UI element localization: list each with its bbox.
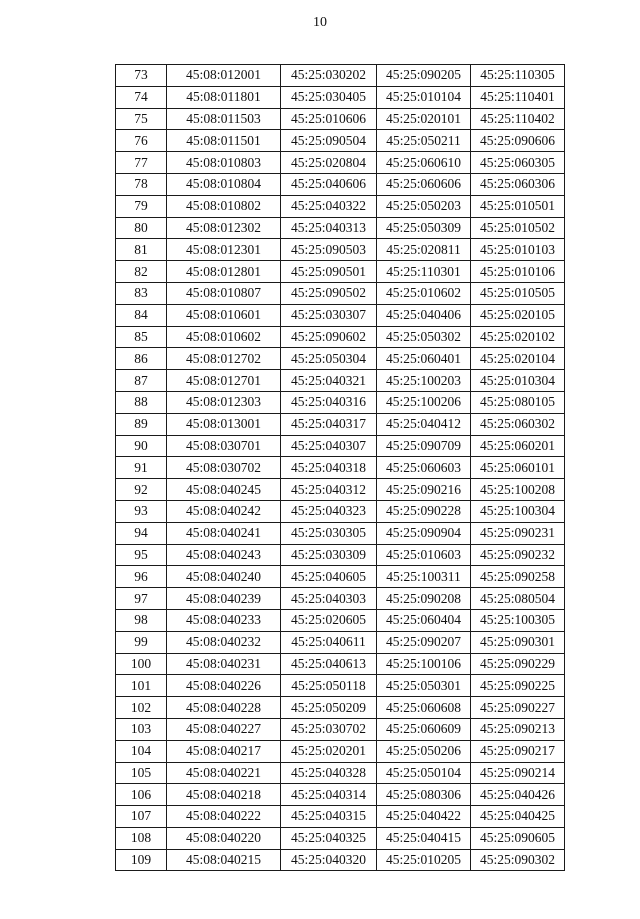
cadastral-number-cell: 45:25:090504 [281, 130, 377, 152]
cadastral-number-cell: 45:25:080105 [471, 391, 565, 413]
row-number-cell: 101 [116, 675, 167, 697]
row-number-cell: 82 [116, 261, 167, 283]
table-row [116, 217, 565, 239]
cadastral-number-cell: 45:25:060201 [471, 435, 565, 457]
cadastral-number-cell: 45:25:020201 [281, 740, 377, 762]
table-row [116, 173, 565, 195]
cadastral-number-cell: 45:08:011501 [167, 130, 281, 152]
cadastral-number-cell: 45:08:040220 [167, 827, 281, 849]
cadastral-number-cell: 45:25:040605 [281, 566, 377, 588]
cadastral-number-cell: 45:25:080306 [377, 784, 471, 806]
cadastral-number-cell: 45:25:050301 [377, 675, 471, 697]
cadastral-number-cell: 45:25:110402 [471, 108, 565, 130]
cadastral-number-cell: 45:25:090205 [377, 65, 471, 87]
row-number-cell: 96 [116, 566, 167, 588]
cadastral-number-cell: 45:25:010505 [471, 282, 565, 304]
cadastral-number-cell: 45:25:040321 [281, 370, 377, 392]
cadastral-number-cell: 45:08:040226 [167, 675, 281, 697]
table-row [116, 239, 565, 261]
cadastral-number-cell: 45:25:010205 [377, 849, 471, 871]
cadastral-number-cell: 45:25:040315 [281, 806, 377, 828]
cadastral-number-cell: 45:25:060610 [377, 152, 471, 174]
cadastral-number-cell: 45:25:090301 [471, 631, 565, 653]
table-row [116, 784, 565, 806]
cadastral-number-cell: 45:25:020102 [471, 326, 565, 348]
row-number-cell: 104 [116, 740, 167, 762]
table-row [116, 457, 565, 479]
row-number-cell: 102 [116, 697, 167, 719]
row-number-cell: 107 [116, 806, 167, 828]
row-number-cell: 100 [116, 653, 167, 675]
row-number-cell: 105 [116, 762, 167, 784]
cadastral-number-cell: 45:25:050304 [281, 348, 377, 370]
cadastral-number-cell: 45:25:040426 [471, 784, 565, 806]
table-row [116, 152, 565, 174]
cadastral-number-cell: 45:25:090207 [377, 631, 471, 653]
cadastral-number-cell: 45:25:060609 [377, 718, 471, 740]
cadastral-number-cell: 45:08:040215 [167, 849, 281, 871]
cadastral-number-cell: 45:25:040613 [281, 653, 377, 675]
table-row [116, 282, 565, 304]
cadastral-number-cell: 45:25:090208 [377, 588, 471, 610]
cadastral-number-cell: 45:25:050104 [377, 762, 471, 784]
cadastral-number-cell: 45:25:010106 [471, 261, 565, 283]
cadastral-number-cell: 45:25:030702 [281, 718, 377, 740]
cadastral-number-cell: 45:25:060302 [471, 413, 565, 435]
table-row [116, 86, 565, 108]
cadastral-number-cell: 45:25:090227 [471, 697, 565, 719]
cadastral-number-cell: 45:25:010304 [471, 370, 565, 392]
cadastral-number-cell: 45:25:090214 [471, 762, 565, 784]
cadastral-number-cell: 45:25:060608 [377, 697, 471, 719]
cadastral-number-cell: 45:25:040316 [281, 391, 377, 413]
cadastral-number-cell: 45:25:060404 [377, 609, 471, 631]
table-row [116, 631, 565, 653]
cadastral-number-cell: 45:08:010602 [167, 326, 281, 348]
row-number-cell: 95 [116, 544, 167, 566]
cadastral-number-cell: 45:25:030309 [281, 544, 377, 566]
table-row [116, 522, 565, 544]
cadastral-number-cell: 45:25:090501 [281, 261, 377, 283]
cadastral-number-cell: 45:25:090904 [377, 522, 471, 544]
cadastral-number-cell: 45:25:040611 [281, 631, 377, 653]
table-row [116, 544, 565, 566]
cadastral-number-cell: 45:25:040412 [377, 413, 471, 435]
row-number-cell: 109 [116, 849, 167, 871]
row-number-cell: 85 [116, 326, 167, 348]
row-number-cell: 91 [116, 457, 167, 479]
row-number-cell: 103 [116, 718, 167, 740]
row-number-cell: 73 [116, 65, 167, 87]
cadastral-number-cell: 45:08:040232 [167, 631, 281, 653]
table-row [116, 370, 565, 392]
cadastral-number-cell: 45:25:090229 [471, 653, 565, 675]
cadastral-number-cell: 45:25:040317 [281, 413, 377, 435]
cadastral-number-cell: 45:08:012301 [167, 239, 281, 261]
cadastral-number-cell: 45:08:040239 [167, 588, 281, 610]
cadastral-number-cell: 45:25:050209 [281, 697, 377, 719]
cadastral-number-cell: 45:25:090258 [471, 566, 565, 588]
cadastral-number-cell: 45:25:040318 [281, 457, 377, 479]
cadastral-number-cell: 45:08:010804 [167, 173, 281, 195]
cadastral-number-cell: 45:25:090213 [471, 718, 565, 740]
cadastral-number-cell: 45:08:040233 [167, 609, 281, 631]
cadastral-number-cell: 45:25:040425 [471, 806, 565, 828]
row-number-cell: 77 [116, 152, 167, 174]
cadastral-number-cell: 45:25:050206 [377, 740, 471, 762]
row-number-cell: 83 [116, 282, 167, 304]
cadastral-number-cell: 45:08:040242 [167, 500, 281, 522]
table-row [116, 849, 565, 871]
cadastral-number-cell: 45:25:010502 [471, 217, 565, 239]
cadastral-number-cell: 45:25:030307 [281, 304, 377, 326]
cadastral-number-cell: 45:25:050118 [281, 675, 377, 697]
row-number-cell: 75 [116, 108, 167, 130]
cadastral-number-cell: 45:25:040328 [281, 762, 377, 784]
table-row [116, 479, 565, 501]
table-row [116, 108, 565, 130]
cadastral-number-cell: 45:25:090503 [281, 239, 377, 261]
cadastral-number-cell: 45:08:040231 [167, 653, 281, 675]
cadastral-number-cell: 45:08:030701 [167, 435, 281, 457]
page-number: 10 [313, 15, 327, 30]
cadastral-number-cell: 45:08:010802 [167, 195, 281, 217]
row-number-cell: 94 [116, 522, 167, 544]
row-number-cell: 86 [116, 348, 167, 370]
cadastral-number-cell: 45:08:040243 [167, 544, 281, 566]
cadastral-number-cell: 45:25:010602 [377, 282, 471, 304]
cadastral-number-cell: 45:25:040406 [377, 304, 471, 326]
cadastral-number-cell: 45:25:040320 [281, 849, 377, 871]
table-row [116, 762, 565, 784]
row-number-cell: 93 [116, 500, 167, 522]
table-row [116, 609, 565, 631]
cadastral-number-cell: 45:25:020804 [281, 152, 377, 174]
cadastral-number-cell: 45:08:040228 [167, 697, 281, 719]
cadastral-number-cell: 45:25:020605 [281, 609, 377, 631]
table-row [116, 675, 565, 697]
table-row [116, 348, 565, 370]
cadastral-number-cell: 45:25:100305 [471, 609, 565, 631]
cadastral-number-cell: 45:25:100311 [377, 566, 471, 588]
cadastral-number-cell: 45:25:090231 [471, 522, 565, 544]
table-row [116, 740, 565, 762]
cadastral-number-cell: 45:08:040218 [167, 784, 281, 806]
row-number-cell: 79 [116, 195, 167, 217]
table-row [116, 806, 565, 828]
row-number-cell: 97 [116, 588, 167, 610]
cadastral-number-cell: 45:08:012702 [167, 348, 281, 370]
cadastral-number-cell: 45:25:060401 [377, 348, 471, 370]
cadastral-number-cell: 45:08:012302 [167, 217, 281, 239]
table-row [116, 65, 565, 87]
cadastral-number-cell: 45:08:040227 [167, 718, 281, 740]
cadastral-number-cell: 45:25:050309 [377, 217, 471, 239]
cadastral-number-cell: 45:08:040241 [167, 522, 281, 544]
cadastral-number-cell: 45:25:090302 [471, 849, 565, 871]
cadastral-number-cell: 45:25:010603 [377, 544, 471, 566]
cadastral-number-cell: 45:25:090606 [471, 130, 565, 152]
cadastral-number-cell: 45:08:010803 [167, 152, 281, 174]
cadastral-number-cell: 45:08:010807 [167, 282, 281, 304]
row-number-cell: 87 [116, 370, 167, 392]
cadastral-number-cell: 45:25:020105 [471, 304, 565, 326]
cadastral-number-cell: 45:25:010606 [281, 108, 377, 130]
cadastral-number-cell: 45:25:110301 [377, 261, 471, 283]
cadastral-number-cell: 45:25:020811 [377, 239, 471, 261]
cadastral-number-cell: 45:25:110401 [471, 86, 565, 108]
cadastral-number-cell: 45:25:060305 [471, 152, 565, 174]
cadastral-number-cell: 45:25:040322 [281, 195, 377, 217]
cadastral-number-cell: 45:08:010601 [167, 304, 281, 326]
table-row [116, 653, 565, 675]
cadastral-number-cell: 45:25:090709 [377, 435, 471, 457]
row-number-cell: 89 [116, 413, 167, 435]
cadastral-number-cell: 45:08:040245 [167, 479, 281, 501]
cadastral-number-cell: 45:25:040415 [377, 827, 471, 849]
cadastral-number-cell: 45:25:110305 [471, 65, 565, 87]
cadastral-number-cell: 45:08:013001 [167, 413, 281, 435]
cadastral-number-cell: 45:25:090217 [471, 740, 565, 762]
row-number-cell: 92 [116, 479, 167, 501]
table-row [116, 718, 565, 740]
cadastral-number-cell: 45:25:100106 [377, 653, 471, 675]
cadastral-number-cell: 45:25:040314 [281, 784, 377, 806]
cadastral-number-cell: 45:25:040303 [281, 588, 377, 610]
cadastral-number-cell: 45:25:020104 [471, 348, 565, 370]
row-number-cell: 74 [116, 86, 167, 108]
cadastral-table-body [116, 65, 565, 871]
row-number-cell: 108 [116, 827, 167, 849]
cadastral-number-cell: 45:08:040240 [167, 566, 281, 588]
cadastral-number-cell: 45:25:040307 [281, 435, 377, 457]
cadastral-number-cell: 45:25:060606 [377, 173, 471, 195]
cadastral-number-cell: 45:25:010103 [471, 239, 565, 261]
cadastral-number-cell: 45:25:050302 [377, 326, 471, 348]
table-row [116, 326, 565, 348]
cadastral-number-cell: 45:25:030202 [281, 65, 377, 87]
cadastral-number-cell: 45:25:040422 [377, 806, 471, 828]
cadastral-number-cell: 45:25:060306 [471, 173, 565, 195]
row-number-cell: 106 [116, 784, 167, 806]
cadastral-number-cell: 45:25:030305 [281, 522, 377, 544]
cadastral-number-cell: 45:08:012303 [167, 391, 281, 413]
table-row [116, 588, 565, 610]
cadastral-number-cell: 45:25:010501 [471, 195, 565, 217]
cadastral-number-cell: 45:25:090605 [471, 827, 565, 849]
cadastral-number-cell: 45:25:100208 [471, 479, 565, 501]
cadastral-number-cell: 45:25:090502 [281, 282, 377, 304]
cadastral-number-cell: 45:25:020101 [377, 108, 471, 130]
cadastral-number-cell: 45:25:040323 [281, 500, 377, 522]
row-number-cell: 80 [116, 217, 167, 239]
cadastral-number-cell: 45:25:090232 [471, 544, 565, 566]
cadastral-number-cell: 45:08:040222 [167, 806, 281, 828]
table-row [116, 130, 565, 152]
table-row [116, 500, 565, 522]
cadastral-number-cell: 45:25:100206 [377, 391, 471, 413]
cadastral-number-cell: 45:08:011503 [167, 108, 281, 130]
row-number-cell: 81 [116, 239, 167, 261]
table-row [116, 827, 565, 849]
cadastral-number-cell: 45:08:030702 [167, 457, 281, 479]
table-row [116, 566, 565, 588]
row-number-cell: 90 [116, 435, 167, 457]
cadastral-number-cell: 45:25:040325 [281, 827, 377, 849]
cadastral-number-cell: 45:08:012001 [167, 65, 281, 87]
cadastral-number-cell: 45:25:090602 [281, 326, 377, 348]
row-number-cell: 78 [116, 173, 167, 195]
cadastral-number-cell: 45:25:100304 [471, 500, 565, 522]
cadastral-number-cell: 45:25:050211 [377, 130, 471, 152]
cadastral-number-cell: 45:08:012701 [167, 370, 281, 392]
row-number-cell: 76 [116, 130, 167, 152]
table-row [116, 413, 565, 435]
cadastral-number-cell: 45:25:010104 [377, 86, 471, 108]
cadastral-number-cell: 45:25:060101 [471, 457, 565, 479]
cadastral-number-cell: 45:25:080504 [471, 588, 565, 610]
cadastral-number-cell: 45:25:040313 [281, 217, 377, 239]
cadastral-table [115, 64, 565, 871]
cadastral-number-cell: 45:08:040221 [167, 762, 281, 784]
row-number-cell: 88 [116, 391, 167, 413]
cadastral-number-cell: 45:08:011801 [167, 86, 281, 108]
cadastral-number-cell: 45:08:012801 [167, 261, 281, 283]
cadastral-number-cell: 45:25:090228 [377, 500, 471, 522]
cadastral-number-cell: 45:25:060603 [377, 457, 471, 479]
cadastral-number-cell: 45:25:040312 [281, 479, 377, 501]
cadastral-number-cell: 45:25:040606 [281, 173, 377, 195]
table-row [116, 261, 565, 283]
cadastral-number-cell: 45:25:030405 [281, 86, 377, 108]
row-number-cell: 99 [116, 631, 167, 653]
cadastral-number-cell: 45:08:040217 [167, 740, 281, 762]
table-row [116, 391, 565, 413]
cadastral-number-cell: 45:25:090225 [471, 675, 565, 697]
cadastral-number-cell: 45:25:090216 [377, 479, 471, 501]
table-row [116, 195, 565, 217]
cadastral-number-cell: 45:25:050203 [377, 195, 471, 217]
row-number-cell: 98 [116, 609, 167, 631]
row-number-cell: 84 [116, 304, 167, 326]
table-row [116, 304, 565, 326]
table-row [116, 435, 565, 457]
cadastral-number-cell: 45:25:100203 [377, 370, 471, 392]
table-row [116, 697, 565, 719]
